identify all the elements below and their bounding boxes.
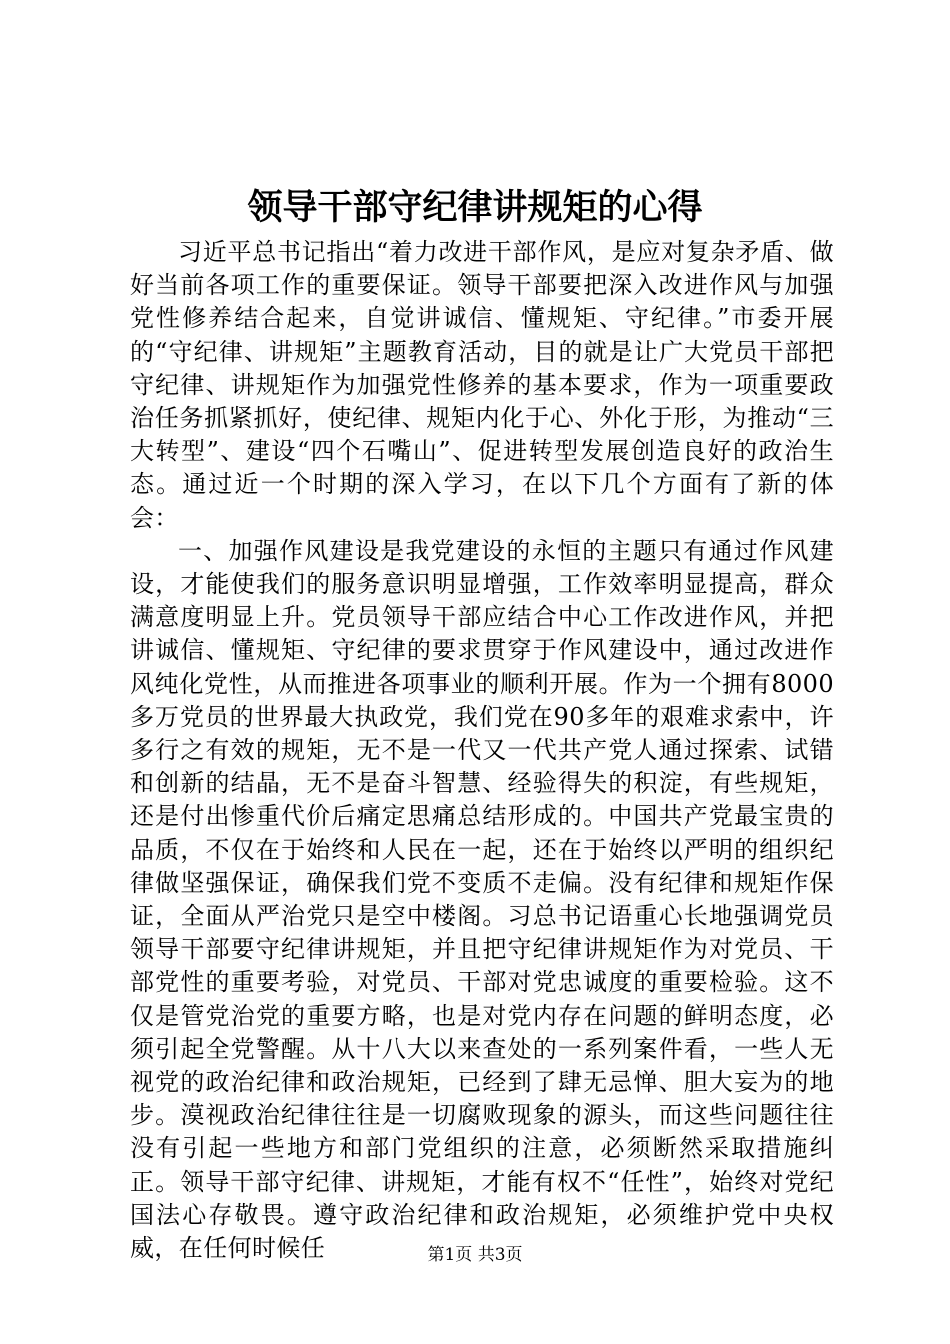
paragraph-section-1: 一、加强作风建设是我党建设的永恒的主题只有通过作风建设，才能使我们的服务意识明显增强，工作效率明显提高，群众满意度明显上升。党员领导干部应结合中心工作改进作风，并把讲诚信、懂规矩、守纪律的要求贯穿于作风建设中，通过改进作风纯化党性，从而推进各项事业的顺利开展。作为一个拥有8000多万党员的世界最大执政党，我们党在90多年的艰难求索中，许多行之有效的规矩，无不是一代又一代共产党人通过探索、试错和创新的结晶，无不是奋斗智慧、经验得失的积淀，有些规矩，还是付出惨重代价后痛定思痛总结形成的。中国共产党最宝贵的品质，不仅在于始终和人民在一起，还在于始终以严明的组织纪律做坚强保证，确保我们党不变质不走偏。没有纪律和规矩作保证，全面从严治党只是空中楼阁。习总书记语重心长地强调党员领导干部要守纪律讲规矩，并且把守纪律讲规矩作为对党员、干部党性的重要考验，对党员、干部对党忠诚度的重要检验。这不仅是管党治党的重要方略，也是对党内存在问题的鲜明态度，必须引起全党警醒。从十八大以来查处的一系列案件看，一些人无视党的政治纪律和政治规矩，已经到了肆无忌惮、胆大妄为的地步。漠视政治纪律往往是一切腐败现象的源头，而这些问题往往没有引起一些地方和部门党组织的注意，必须断然采取措施纠正。领导干部守纪律、讲规矩，才能有权不“任性”，始终对党纪国法心存敬畏。遵守政治纪律和政治规矩，必须维护党中央权威，在任何时候任 <box>130 536 834 1263</box>
paragraph-intro: 习近平总书记指出“着力改进干部作风，是应对复杂矛盾、做好当前各项工作的重要保证。领导干部要把深入改进作风与加强党性修养结合起来，自觉讲诚信、懂规矩、守纪律。”市委开展的“守纪律、讲规矩”主题教育活动，目的就是让广大党员干部把守纪律、讲规矩作为加强党性修养的基本要求，作为一项重要政治任务抓紧抓好，使纪律、规矩内化于心、外化于形，为推动“三大转型”、建设“四个石嘴山”、促进转型发展创造良好的政治生态。通过近一个时期的深入学习，在以下几个方面有了新的体会： <box>130 238 834 532</box>
page-footer: 第1页 共3页 <box>427 1245 523 1265</box>
document-body <box>130 236 834 1265</box>
document-title: 领导干部守纪律讲规矩的心得 <box>247 187 703 228</box>
